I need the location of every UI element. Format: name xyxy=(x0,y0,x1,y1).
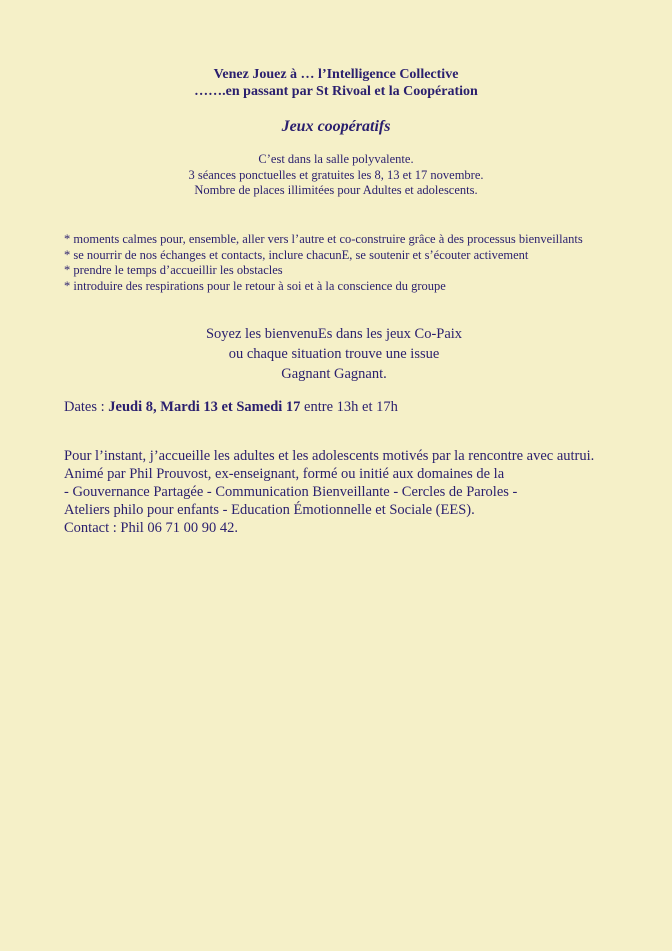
intro-line: Nombre de places illimitées pour Adultes et adolescents. xyxy=(194,183,478,197)
subtitle: Jeux coopératifs xyxy=(281,118,391,135)
intro-line: 3 séances ponctuelles et gratuites les 8, 13 et 17 novembre. xyxy=(188,167,484,182)
bullet-item: * moments calmes pour, ensemble, aller vers l’autre et co-construire grâce à des processus bienveillants xyxy=(64,232,583,246)
welcome-line: Soyez les bienvenuEs dans les jeux Co-Paix xyxy=(205,326,463,342)
welcome-line: ou chaque situation trouve une issue xyxy=(228,346,440,362)
dates-days: Jeudi 8, Mardi 13 et Samedi 17 xyxy=(108,399,301,415)
header-line-1: Venez Jouez à … l’Intelligence Collective xyxy=(213,67,459,82)
contact-line: Contact : Phil 06 71 00 90 42. xyxy=(64,520,238,536)
closing-block xyxy=(64,447,624,537)
closing-line: Pour l’instant, j’accueille les adultes et les adolescents motivés par la rencontre avec autrui. xyxy=(64,448,595,464)
intro-block xyxy=(0,152,672,199)
bullet-list xyxy=(64,232,624,294)
dates-line xyxy=(64,397,624,417)
closing-line: Ateliers philo pour enfants - Education Émotionnelle et Sociale (EES). xyxy=(64,502,475,518)
welcome-line: Gagnant Gagnant. xyxy=(281,366,387,382)
dates-hours: entre 13h et 17h xyxy=(300,399,398,415)
dates-label: Dates : xyxy=(64,399,109,415)
bullet-item: * introduire des respirations pour le retour à soi et à la conscience du groupe xyxy=(64,278,446,293)
intro-line: C’est dans la salle polyvalente. xyxy=(258,152,414,166)
welcome-block xyxy=(0,324,668,384)
header-line-2: …….en passant par St Rivoal et la Coopération xyxy=(194,84,478,99)
bullet-item: * se nourrir de nos échanges et contacts, inclure chacunE, se soutenir et s’écouter activement xyxy=(64,247,529,262)
closing-line: - Gouvernance Partagée - Communication Bienveillante - Cercles de Paroles - xyxy=(64,484,518,500)
header-title xyxy=(0,66,672,100)
bullet-item: * prendre le temps d’accueillir les obstacles xyxy=(64,263,283,277)
closing-line: Animé par Phil Prouvost, ex-enseignant, formé ou initié aux domaines de la xyxy=(64,466,505,482)
